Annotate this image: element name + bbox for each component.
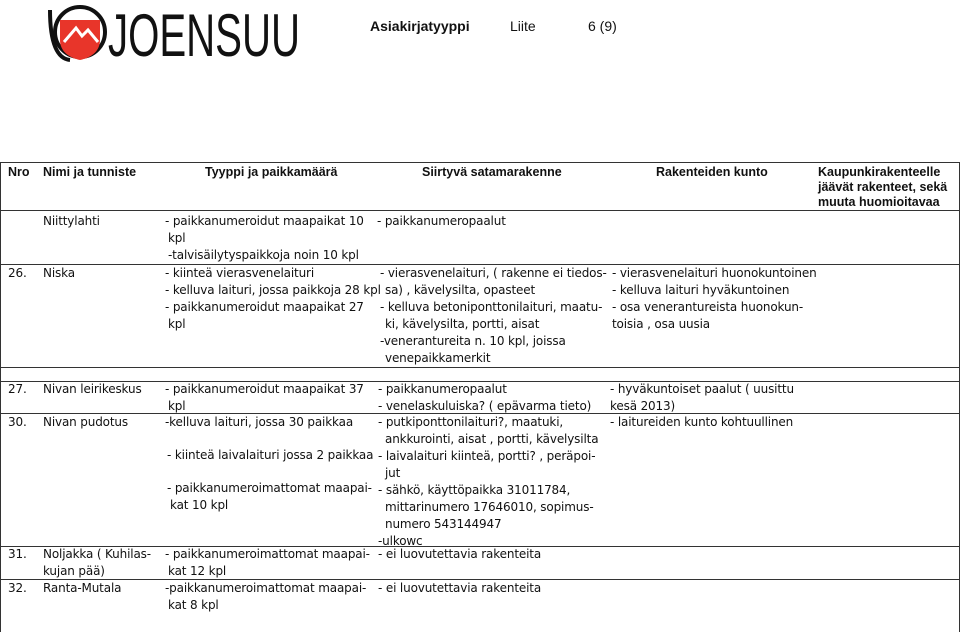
row-nro: 32. [8, 581, 27, 595]
row-type-a: -kelluva laituri, jossa 30 paikkaa [165, 415, 354, 429]
col-condition: Rakenteiden kunto [656, 165, 768, 179]
logo-wordmark: JOENSUU [108, 2, 300, 69]
attachment-label: Liite [510, 18, 536, 34]
row-floating: - paikkanumeropaalut [377, 214, 506, 228]
row-floating: - ei luovutettavia rakenteita [378, 581, 542, 595]
joensuu-crest-icon [50, 7, 105, 60]
row-type: - paikkanumeroidut maapaikat 37 kpl [165, 382, 364, 413]
col-type: Tyyppi ja paikkamäärä [205, 165, 338, 179]
row-type-c: - paikkanumeroimattomat maapai- kat 10 kpl [167, 481, 372, 512]
row-condition: - vierasvenelaituri huonokuntoinen - kelluva laituri hyväkuntoinen - osa venerantureista huonokun- toisia , osa uusia [612, 266, 817, 331]
row-name: Noljakka ( Kuhilas- kujan pää) [43, 547, 151, 578]
row-floating: - vierasvenelaituri, ( rakenne ei tiedos- sa) , kävelysilta, opasteet - kelluva betoniponttonilaituri, maatu- ki, kävelysilta, portti, aisat -venerantureita n. 10 kpl, joissa venepaikkamerkit [380, 266, 607, 365]
row-floating: - paikkanumeropaalut - venelaskuluiska? ( epävarma tieto) [378, 382, 592, 413]
row-type-b: - kiinteä laivalaituri jossa 2 paikkaa [167, 448, 374, 462]
row-floating: - putkiponttonilaituri?, maatuki, ankkurointi, aisat , portti, kävelysilta - laivalaituri kiinteä, portti? , peräpoi- jut - sähkö, käyttöpaikka 31011784, mittarinumero 17646010, sopimus- numero 543144947 -ulkowc [378, 415, 599, 548]
row-nro: 30. [8, 415, 27, 429]
row-name: Niittylahti [43, 214, 100, 228]
doc-type-label: Asiakirjatyyppi [370, 18, 470, 34]
row-nro: 26. [8, 266, 27, 280]
col-floating: Siirtyvä satamarakenne [422, 165, 562, 179]
row-name: Ranta-Mutala [43, 581, 122, 595]
row-name: Nivan pudotus [43, 415, 128, 429]
row-floating: - ei luovutettavia rakenteita [378, 547, 542, 561]
row-name: Nivan leirikeskus [43, 382, 142, 396]
page-number: 6 (9) [588, 18, 617, 34]
row-type: - paikkanumeroimattomat maapai- kat 12 kpl [165, 547, 370, 578]
row-condition: - hyväkuntoiset paalut ( uusittu kesä 2013) [610, 382, 794, 413]
row-condition: - laitureiden kunto kohtuullinen [610, 415, 794, 429]
row-nro: 31. [8, 547, 27, 561]
row-name: Niska [43, 266, 75, 280]
row-type: -paikkanumeroimattomat maapai- kat 8 kpl [165, 581, 367, 612]
col-name: Nimi ja tunniste [43, 165, 137, 179]
col-nro: Nro [8, 165, 30, 179]
joensuu-logo [44, 2, 304, 69]
row-type: - paikkanumeroidut maapaikat 10 kpl -talvisäilytyspaikkoja noin 10 kpl [165, 214, 364, 262]
row-nro: 27. [8, 382, 27, 396]
col-notes: Kaupunkirakenteelle jäävät rakenteet, sekä muuta huomioitavaa [818, 165, 948, 209]
row-type: - kiinteä vierasvenelaituri - kelluva laituri, jossa paikkoja 28 kpl - paikkanumeroidut maapaikat 27 kpl [165, 266, 381, 331]
